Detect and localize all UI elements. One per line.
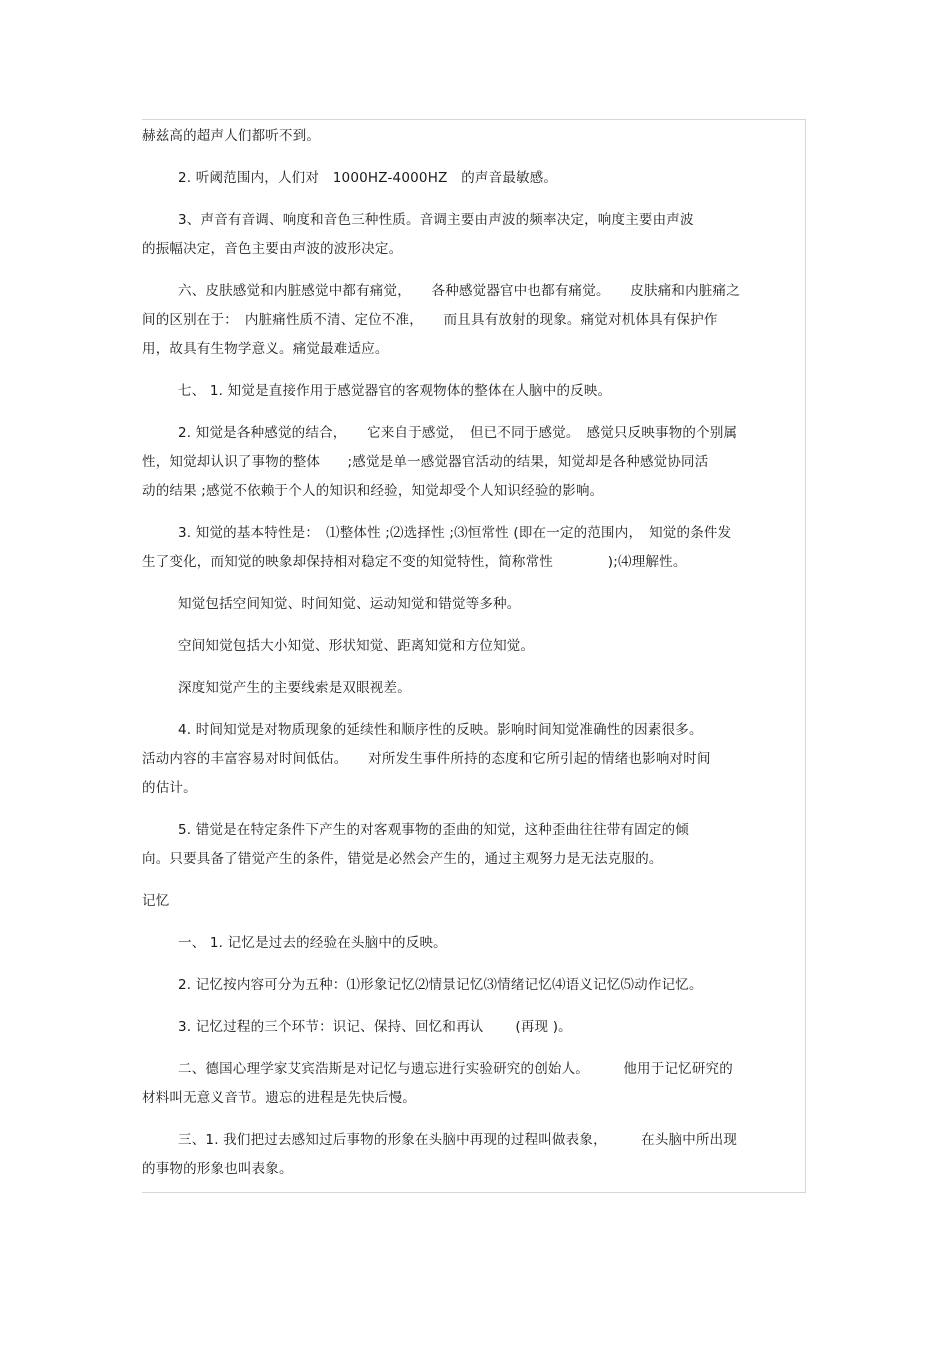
- paragraph: [142, 206, 806, 264]
- paragraph: [142, 674, 806, 703]
- paragraph: [142, 377, 806, 406]
- paragraph: [142, 1126, 806, 1184]
- paragraph-line: 动的结果 ;感觉不依赖于个人的知识和经验，知觉却受个人知识经验的影响。: [142, 483, 604, 499]
- paragraph-line: 性，知觉却认识了事物的整体 ;感觉是单一感觉器官活动的结果，知觉却是各种感觉协同活: [142, 454, 709, 470]
- paragraph: [142, 590, 806, 619]
- paragraph-gap: [142, 193, 806, 206]
- paragraph-line: 二、德国心理学家艾宾浩斯是对记忆与遗忘进行实验研究的创始人。 他用于记忆研究的: [178, 1061, 733, 1077]
- paragraph-line: 的事物的形象也叫表象。: [142, 1161, 293, 1177]
- paragraph-line: 2. 知觉是各种感觉的结合， 它来自于感觉， 但已不同于感觉。 感觉只反映事物的个别属: [178, 425, 738, 441]
- paragraph-line: 生了变化，而知觉的映象却保持相对稳定不变的知觉特性，简称常性 );⑷理解性。: [142, 554, 687, 570]
- paragraph-line: 3. 知觉的基本特性是： ⑴整体性 ;⑵选择性 ;⑶恒常性 (即在一定的范围内， 知觉的条件发: [178, 525, 732, 541]
- paragraph: [142, 164, 806, 193]
- paragraph-gap: [142, 1113, 806, 1126]
- paragraph: [142, 519, 806, 577]
- paragraph-line: 三、1. 我们把过去感知过后事物的形象在头脑中再现的过程叫做表象， 在头脑中所出现: [178, 1132, 738, 1148]
- paragraph-gap: [142, 406, 806, 419]
- paragraph-line: 的估计。: [142, 780, 197, 796]
- paragraph: [142, 632, 806, 661]
- document-body: [142, 122, 806, 1184]
- paragraph-gap: [142, 916, 806, 929]
- paragraph-line: 向。只要具备了错觉产生的条件，错觉是必然会产生的，通过主观努力是无法克服的。: [142, 851, 663, 867]
- paragraph-line: 的振幅决定，音色主要由声波的波形决定。: [142, 241, 403, 257]
- paragraph-line: 用，故具有生物学意义。痛觉最难适应。: [142, 341, 389, 357]
- paragraph: [142, 1013, 806, 1042]
- paragraph-line: 知觉包括空间知觉、时间知觉、运动知觉和错觉等多种。: [178, 596, 521, 612]
- paragraph-line: 七、 1. 知觉是直接作用于感觉器官的客观物体的整体在人脑中的反映。: [178, 383, 612, 399]
- paragraph-line: 材料叫无意义音节。遗忘的进程是先快后慢。: [142, 1090, 416, 1106]
- paragraph: [142, 1055, 806, 1113]
- paragraph-line: 5. 错觉是在特定条件下产生的对客观事物的歪曲的知觉，这种歪曲往往带有固定的倾: [178, 822, 689, 838]
- paragraph-line: 一、 1. 记忆是过去的经验在头脑中的反映。: [178, 935, 447, 951]
- paragraph: [142, 887, 806, 916]
- paragraph: [142, 971, 806, 1000]
- paragraph-gap: [142, 1042, 806, 1055]
- paragraph-line: 2. 听阈范围内，人们对 1000HZ-4000HZ 的声音最敏感。: [178, 170, 558, 186]
- paragraph-gap: [142, 577, 806, 590]
- paragraph: [142, 929, 806, 958]
- paragraph-gap: [142, 506, 806, 519]
- paragraph-line: 间的区别在于： 内脏痛性质不清、定位不准， 而且具有放射的现象。痛觉对机体具有保护作: [142, 312, 718, 328]
- paragraph: [142, 716, 806, 803]
- paragraph-gap: [142, 661, 806, 674]
- paragraph-line: 3、声音有音调、响度和音色三种性质。音调主要由声波的频率决定，响度主要由声波: [178, 212, 694, 228]
- paragraph: [142, 816, 806, 874]
- paragraph-gap: [142, 1000, 806, 1013]
- paragraph-line: 深度知觉产生的主要线索是双眼视差。: [178, 680, 411, 696]
- paragraph: [142, 122, 806, 151]
- paragraph-line: 六、皮肤感觉和内脏感觉中都有痛觉， 各种感觉器官中也都有痛觉。 皮肤痛和内脏痛之: [178, 283, 740, 299]
- paragraph-gap: [142, 703, 806, 716]
- paragraph-gap: [142, 364, 806, 377]
- paragraph-line: 3. 记忆过程的三个环节：识记、保持、回忆和再认 (再现 )。: [178, 1019, 572, 1035]
- paragraph-line: 赫兹高的超声人们都听不到。: [142, 128, 321, 144]
- paragraph-gap: [142, 264, 806, 277]
- paragraph-line: 活动内容的丰富容易对时间低估。 对所发生事件所持的态度和它所引起的情绪也影响对时间: [142, 751, 711, 767]
- paragraph-gap: [142, 803, 806, 816]
- paragraph-gap: [142, 619, 806, 632]
- paragraph-gap: [142, 874, 806, 887]
- paragraph-gap: [142, 151, 806, 164]
- paragraph-line: 4. 时间知觉是对物质现象的延续性和顺序性的反映。影响时间知觉准确性的因素很多。: [178, 722, 703, 738]
- paragraph-line: 空间知觉包括大小知觉、形状知觉、距离知觉和方位知觉。: [178, 638, 535, 654]
- paragraph: [142, 419, 806, 506]
- paragraph-line: 记忆: [142, 893, 170, 909]
- paragraph: [142, 277, 806, 364]
- paragraph-line: 2. 记忆按内容可分为五种：⑴形象记忆⑵情景记忆⑶情绪记忆⑷语义记忆⑸动作记忆。: [178, 977, 703, 993]
- paragraph-gap: [142, 958, 806, 971]
